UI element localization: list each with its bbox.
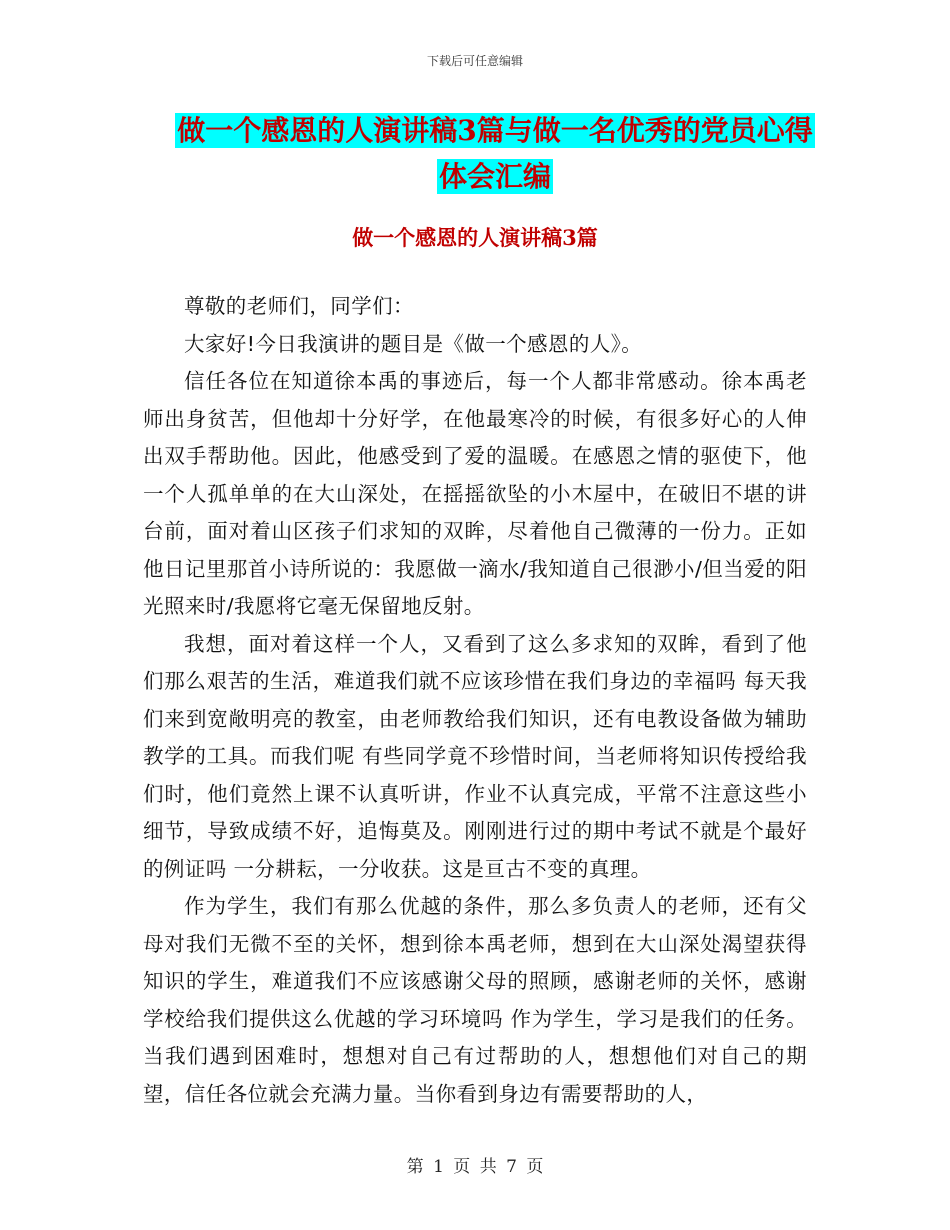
paragraph: 作为学生，我们有那么优越的条件，那么多负责人的老师，还有父母对我们无微不至的关怀，想到徐本禹老师，想到在大山深处渴望获得知识的学生，难道我们不应该感谢父母的照顾，感谢老师的关怀，感谢学校给我们提供这么优越的学习环境吗 作为学生，学习是我们的任务。当我们遇到困难时，想想对自己有过帮助的人，想想他们对自己的期望，信任各位就会充满力量。当你看到身边有需要帮助的人，	[143, 894, 807, 1106]
paragraph: 信任各位在知道徐本禹的事迹后，每一个人都非常感动。徐本禹老师出身贫苦，但他却十分好学，在他最寒冷的时候，有很多好心的人伸出双手帮助他。因此，他感受到了爱的温暖。在感恩之情的驱使下，他一个人孤单单的在大山深处，在摇摇欲坠的小木屋中，在破旧不堪的讲台前，面对着山区孩子们求知的双眸，尽着他自己微薄的一份力。正如他日记里那首小诗所说的：我愿做一滴水/我知道自己很渺小/但当爱的阳光照来时/我愿将它毫无保留地反射。	[143, 369, 807, 618]
document-title-line1: 做一个感恩的人演讲稿3篇与做一名优秀的党员心得	[177, 114, 813, 147]
paragraph-salutation: 尊敬的老师们，同学们：	[184, 294, 414, 318]
document-title	[150, 108, 840, 200]
header-note: 下载后可任意编辑	[426, 54, 523, 68]
section-title: 做一个感恩的人演讲稿3篇	[352, 225, 598, 250]
document-title-line2: 体会汇编	[438, 160, 551, 193]
paragraph-greeting: 大家好!今日我演讲的题目是《做一个感恩的人》。	[184, 331, 643, 356]
body-text	[143, 288, 807, 1113]
page-number-footer: 第 1 页 共 7 页	[406, 1157, 544, 1177]
paragraph: 我想，面对着这样一个人，又看到了这么多求知的双眸，看到了他们那么艰苦的生活，难道我们就不应该珍惜在我们身边的幸福吗 每天我们来到宽敞明亮的教室，由老师教给我们知识，还有电教设备做为辅助教学的工具。而我们呢 有些同学竟不珍惜时间，当老师将知识传授给我们时，他们竟然上课不认真听讲，作业不认真完成，平常不注意这些小细节，导致成绩不好，追悔莫及。刚刚进行过的期中考试不就是个最好的例证吗 一分耕耘，一分收获。这是亘古不变的真理。	[143, 631, 807, 881]
